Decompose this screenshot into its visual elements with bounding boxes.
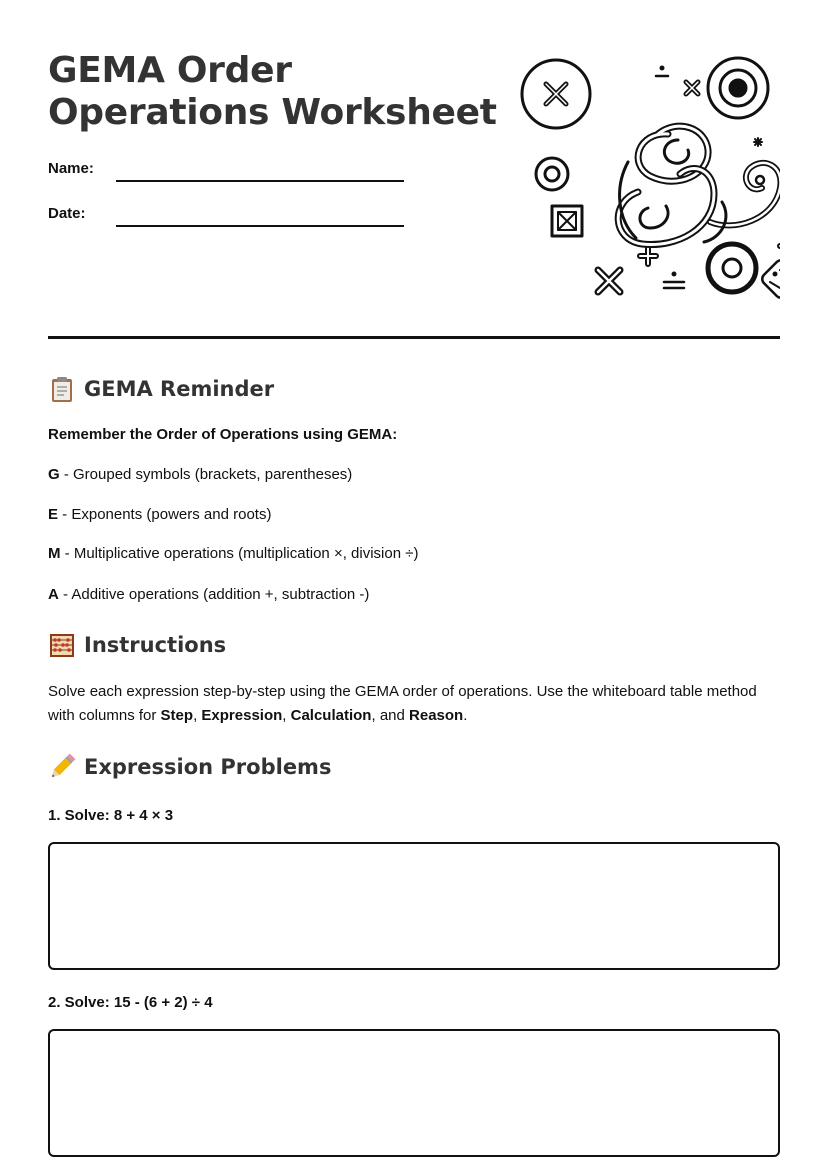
problem-1-label: 1. Solve: 8 + 4 × 3 [48, 807, 174, 824]
instructions-text [48, 680, 780, 728]
page-title: GEMA Order Operations Worksheet [48, 50, 497, 133]
math-symbols-swirl-illustration [518, 52, 780, 308]
instructions-heading-text: Instructions [84, 633, 227, 657]
problem-2-answer-box[interactable] [48, 1029, 780, 1157]
column-calculation: Calculation [290, 707, 372, 724]
separator: , [193, 707, 202, 724]
reminder-letter: G [48, 466, 60, 483]
reminder-item [48, 545, 418, 562]
separator: , and [371, 707, 410, 724]
instructions-heading [48, 630, 226, 660]
reminder-intro: Remember the Order of Operations using GEMA: [48, 426, 398, 443]
header-divider [48, 336, 780, 339]
reminder-item [48, 586, 369, 603]
clipboard-icon [48, 375, 76, 403]
reminder-heading-text: GEMA Reminder [84, 377, 275, 401]
problems-heading [48, 752, 331, 782]
reminder-letter: A [48, 586, 59, 603]
reminder-item-text: - Exponents (powers and roots) [58, 506, 272, 523]
column-expression: Expression [201, 707, 283, 724]
name-field[interactable] [116, 180, 404, 182]
date-field[interactable] [116, 225, 404, 227]
reminder-letter: M [48, 545, 61, 562]
reminder-item [48, 466, 352, 483]
worksheet-page [48, 0, 780, 1118]
period: . [463, 707, 468, 724]
instructions-text-body: Solve each expression step-by-step using the GEMA order of operations. Use the whiteboard table method with columns for [48, 683, 757, 724]
problem-1-answer-box[interactable] [48, 842, 780, 970]
problem-2-label: 2. Solve: 15 - (6 + 2) ÷ 4 [48, 994, 213, 1011]
reminder-item-text: - Additive operations (addition +, subtraction -) [58, 586, 370, 603]
date-label: Date: [48, 205, 86, 222]
separator: , [282, 707, 291, 724]
abacus-icon [48, 631, 76, 659]
reminder-item-text: - Multiplicative operations (multiplication ×, division ÷) [60, 545, 419, 562]
name-label: Name: [48, 160, 94, 177]
column-reason: Reason [409, 707, 464, 724]
reminder-letter: E [48, 506, 59, 523]
reminder-heading [48, 374, 274, 404]
pencil-icon [48, 753, 76, 781]
column-step: Step [160, 707, 194, 724]
problems-heading-text: Expression Problems [84, 755, 332, 779]
reminder-item-text: - Grouped symbols (brackets, parentheses) [59, 466, 353, 483]
reminder-item [48, 506, 271, 523]
